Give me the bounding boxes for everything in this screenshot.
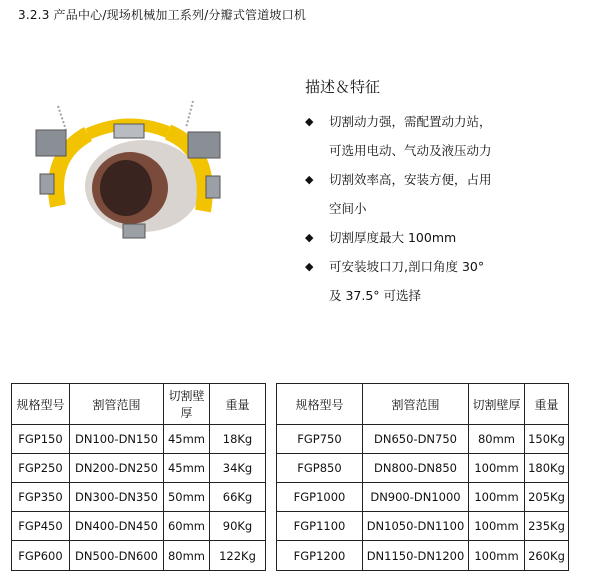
table-cell: DN800-DN850 <box>363 454 469 483</box>
table-gap <box>266 425 277 454</box>
table-cell: FGP750 <box>277 425 363 454</box>
table-cell: 100mm <box>469 512 525 541</box>
breadcrumb: 3.2.3 产品中心/现场机械加工系列/分瓣式管道坡口机 <box>18 8 307 22</box>
table-gap <box>266 541 277 571</box>
column-header: 重量 <box>525 384 569 425</box>
table-cell: 45mm <box>164 454 210 483</box>
table-cell: 50mm <box>164 483 210 512</box>
table-cell: 18Kg <box>210 425 266 454</box>
product-image <box>18 96 238 246</box>
table-row <box>12 425 569 454</box>
table-cell: FGP150 <box>12 425 70 454</box>
features-title: 描述＆特征 <box>305 78 381 96</box>
table-cell: FGP600 <box>12 541 70 571</box>
table-cell: 260Kg <box>525 541 569 571</box>
table-cell: FGP350 <box>12 483 70 512</box>
feature-item <box>305 223 585 252</box>
column-header: 切割壁厚 <box>469 384 525 425</box>
table-cell: 80mm <box>164 541 210 571</box>
table-cell: DN100-DN150 <box>70 425 164 454</box>
table-cell: DN300-DN350 <box>70 483 164 512</box>
feature-line: 切割厚度最大 100mm <box>329 230 457 245</box>
table-gap <box>266 512 277 541</box>
table-gap <box>266 454 277 483</box>
feature-line: 空间小 <box>329 201 367 216</box>
feature-line: 及 37.5° 可选择 <box>329 288 422 303</box>
table-cell: FGP1200 <box>277 541 363 571</box>
table-cell: FGP1100 <box>277 512 363 541</box>
diamond-bullet-icon: ◆ <box>305 115 314 128</box>
table-cell: 100mm <box>469 483 525 512</box>
table-cell: 180Kg <box>525 454 569 483</box>
table-cell: DN400-DN450 <box>70 512 164 541</box>
table-gap <box>266 384 277 425</box>
table-row <box>12 483 569 512</box>
column-header: 规格型号 <box>12 384 70 425</box>
feature-line: 切割动力强，需配置动力站， <box>329 114 492 129</box>
table-gap <box>266 483 277 512</box>
table-row <box>12 541 569 571</box>
table-cell: DN650-DN750 <box>363 425 469 454</box>
column-header: 切割壁厚 <box>164 384 210 425</box>
table-header-row <box>12 384 569 425</box>
column-header: 重量 <box>210 384 266 425</box>
table-cell: 34Kg <box>210 454 266 483</box>
table-cell: 80mm <box>469 425 525 454</box>
table-row <box>12 454 569 483</box>
table-cell: FGP450 <box>12 512 70 541</box>
table-cell: 100mm <box>469 541 525 571</box>
feature-line: 可安装坡口刀,剖口角度 30° <box>329 259 485 274</box>
feature-item <box>305 165 585 223</box>
table-cell: 60mm <box>164 512 210 541</box>
table-cell: DN1050-DN1100 <box>363 512 469 541</box>
table-cell: 122Kg <box>210 541 266 571</box>
table-row <box>12 512 569 541</box>
table-cell: 150Kg <box>525 425 569 454</box>
column-header: 规格型号 <box>277 384 363 425</box>
diamond-bullet-icon: ◆ <box>305 260 314 273</box>
table-cell: 235Kg <box>525 512 569 541</box>
table-cell: FGP250 <box>12 454 70 483</box>
table-cell: DN900-DN1000 <box>363 483 469 512</box>
table-cell: 100mm <box>469 454 525 483</box>
table-cell: DN200-DN250 <box>70 454 164 483</box>
spec-table <box>11 383 569 571</box>
table-cell: FGP850 <box>277 454 363 483</box>
feature-item <box>305 252 585 310</box>
table-cell: 45mm <box>164 425 210 454</box>
diamond-bullet-icon: ◆ <box>305 173 314 186</box>
table-cell: 66Kg <box>210 483 266 512</box>
table-cell: 90Kg <box>210 512 266 541</box>
table-cell: 205Kg <box>525 483 569 512</box>
table-cell: DN500-DN600 <box>70 541 164 571</box>
features-section <box>305 76 585 310</box>
diamond-bullet-icon: ◆ <box>305 231 314 244</box>
column-header: 割管范围 <box>363 384 469 425</box>
table-cell: FGP1000 <box>277 483 363 512</box>
feature-item <box>305 107 585 165</box>
feature-line: 切割效率高，安装方便，占用 <box>329 172 492 187</box>
column-header: 割管范围 <box>70 384 164 425</box>
feature-line: 可选用电动、气动及液压动力 <box>329 143 492 158</box>
table-cell: DN1150-DN1200 <box>363 541 469 571</box>
